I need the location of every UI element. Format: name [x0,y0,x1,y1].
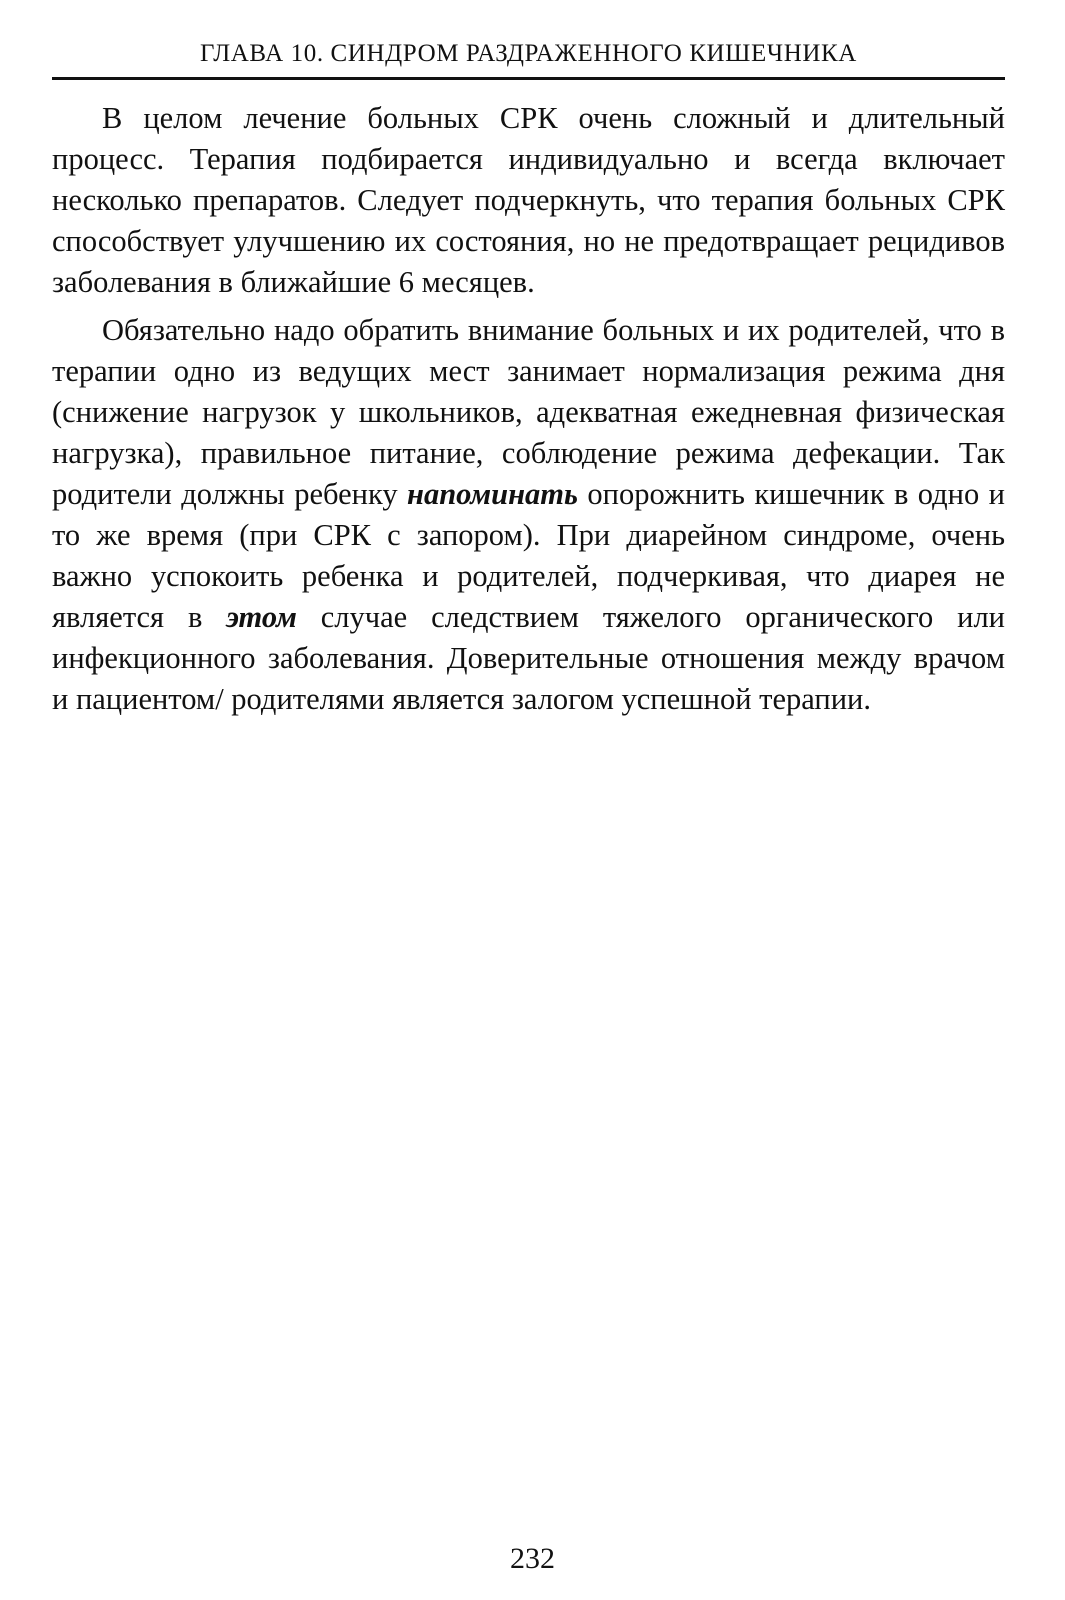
page-number: 232 [510,1542,555,1575]
body-text [52,98,1005,727]
paragraph-2-text-b: опорожнить кишечник в одно и то же время (при СРК с запором). При диарейном синдроме, очень важно успокоить ребенка и родителей, подчеркивая, что диарея не является в [52,477,1005,634]
emphasis-this: этом [226,600,297,634]
paragraph-2-text-a: Обязательно надо обратить внимание больных и их родителей, что в терапии одно из ведущих мест занимает нормализация режима дня (снижение нагрузок у школьников, адекватная ежедневная физическая нагрузка), правильное питание, соблюдение режима дефекации. Так родители должны ребенку [52,313,1005,511]
paragraph-2-text-c: случае следствием тяжелого органического или инфекционного заболевания. Доверительные отношения между врачом и пациентом/ родителями является залогом успешной терапии. [52,600,1006,716]
running-head: ГЛАВА 10. СИНДРОМ РАЗДРАЖЕННОГО КИШЕЧНИКА [200,40,857,67]
paragraph-2 [52,310,1005,720]
header-rule [52,77,1005,80]
emphasis-remind: напоминать [407,477,578,511]
paragraph-1: В целом лечение больных СРК очень сложный и длительный процесс. Терапия подбирается индивидуально и всегда включает несколько препаратов. Следует подчеркнуть, что терапия больных СРК способствует улучшению их состояния, но не предотвращает рецидивов заболевания в ближайшие 6 месяцев. [52,101,1005,299]
